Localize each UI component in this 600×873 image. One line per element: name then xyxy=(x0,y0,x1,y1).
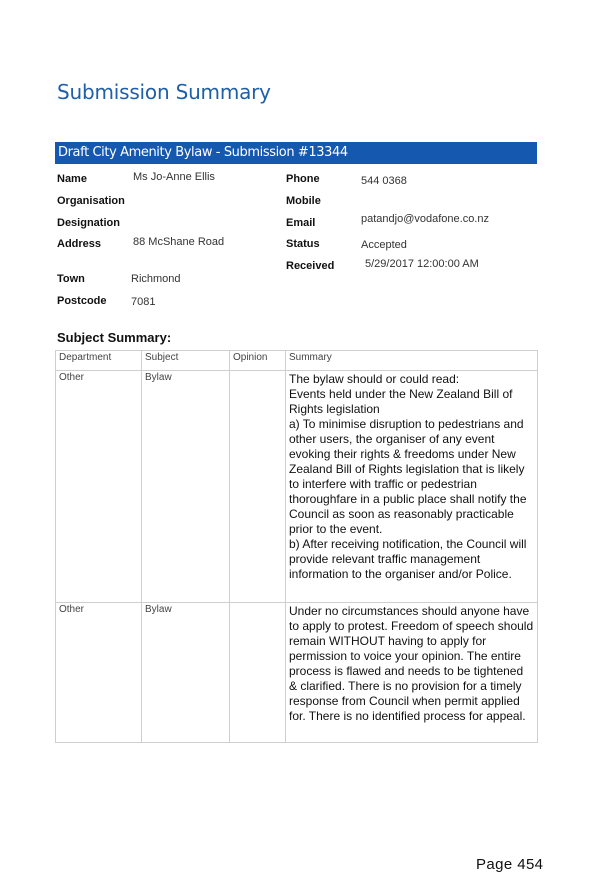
subject-summary-heading: Subject Summary: xyxy=(57,330,172,345)
postcode-value: 7081 xyxy=(131,296,156,308)
subject-cell: Bylaw xyxy=(142,603,230,743)
column-header-opinion: Opinion xyxy=(230,351,286,371)
mobile-label: Mobile xyxy=(286,195,321,207)
column-header-summary: Summary xyxy=(286,351,538,371)
town-label: Town xyxy=(57,273,85,285)
organisation-label: Organisation xyxy=(57,195,125,207)
opinion-cell xyxy=(230,603,286,743)
page-title: Submission Summary xyxy=(57,80,271,104)
town-value: Richmond xyxy=(131,273,181,285)
email-value: patandjo@vodafone.co.nz xyxy=(361,213,489,225)
name-label: Name xyxy=(57,173,87,185)
phone-label: Phone xyxy=(286,173,320,185)
postcode-label: Postcode xyxy=(57,295,107,307)
submission-banner: Draft City Amenity Bylaw - Submission #13344 xyxy=(55,142,537,164)
summary-text: The bylaw should or could read: Events held under the New Zealand Bill of Rights legislation a) To minimise disruption to pedestrians and other users, the organiser of any event evoking their rights & freedoms under New Zealand Bill of Rights legislation that is likely to interfere with traffic or pedestrian thoroughfare in a public place shall notify the Council as soon as reasonably practicable prior to the event. b) After receiving notification, the Council will provide relevant traffic management information to the organiser and/or Police. xyxy=(289,372,527,581)
received-label: Received xyxy=(286,260,335,272)
subject-cell: Bylaw xyxy=(142,371,230,603)
summary-cell xyxy=(286,371,538,603)
address-label: Address xyxy=(57,238,102,250)
table-header-row xyxy=(56,351,538,371)
department-cell: Other xyxy=(56,371,142,603)
subject-summary-table xyxy=(55,350,538,743)
summary-cell xyxy=(286,603,538,743)
department-cell: Other xyxy=(56,603,142,743)
address-value: 88 McShane Road xyxy=(133,236,225,248)
received-value: 5/29/2017 12:00:00 AM xyxy=(365,258,479,270)
table-row xyxy=(56,603,538,743)
status-label: Status xyxy=(286,238,320,250)
phone-value: 544 0368 xyxy=(361,175,407,187)
opinion-cell xyxy=(230,371,286,603)
email-label: Email xyxy=(286,217,316,229)
column-header-department: Department xyxy=(56,351,142,371)
column-header-subject: Subject xyxy=(142,351,230,371)
summary-text: Under no circumstances should anyone have to apply to protest. Freedom of speech should remain WITHOUT having to apply for permission to voice your opinion. The entire process is flawed and needs to be tightened & clarified. There is no provision for a timely response from Council when permit applied for. There is no identified process for appeal. xyxy=(289,604,534,723)
designation-label: Designation xyxy=(57,217,120,229)
status-value: Accepted xyxy=(361,239,407,251)
table-row xyxy=(56,371,538,603)
name-value: Ms Jo-Anne Ellis xyxy=(133,171,215,183)
page-number: Page 454 xyxy=(476,856,544,873)
